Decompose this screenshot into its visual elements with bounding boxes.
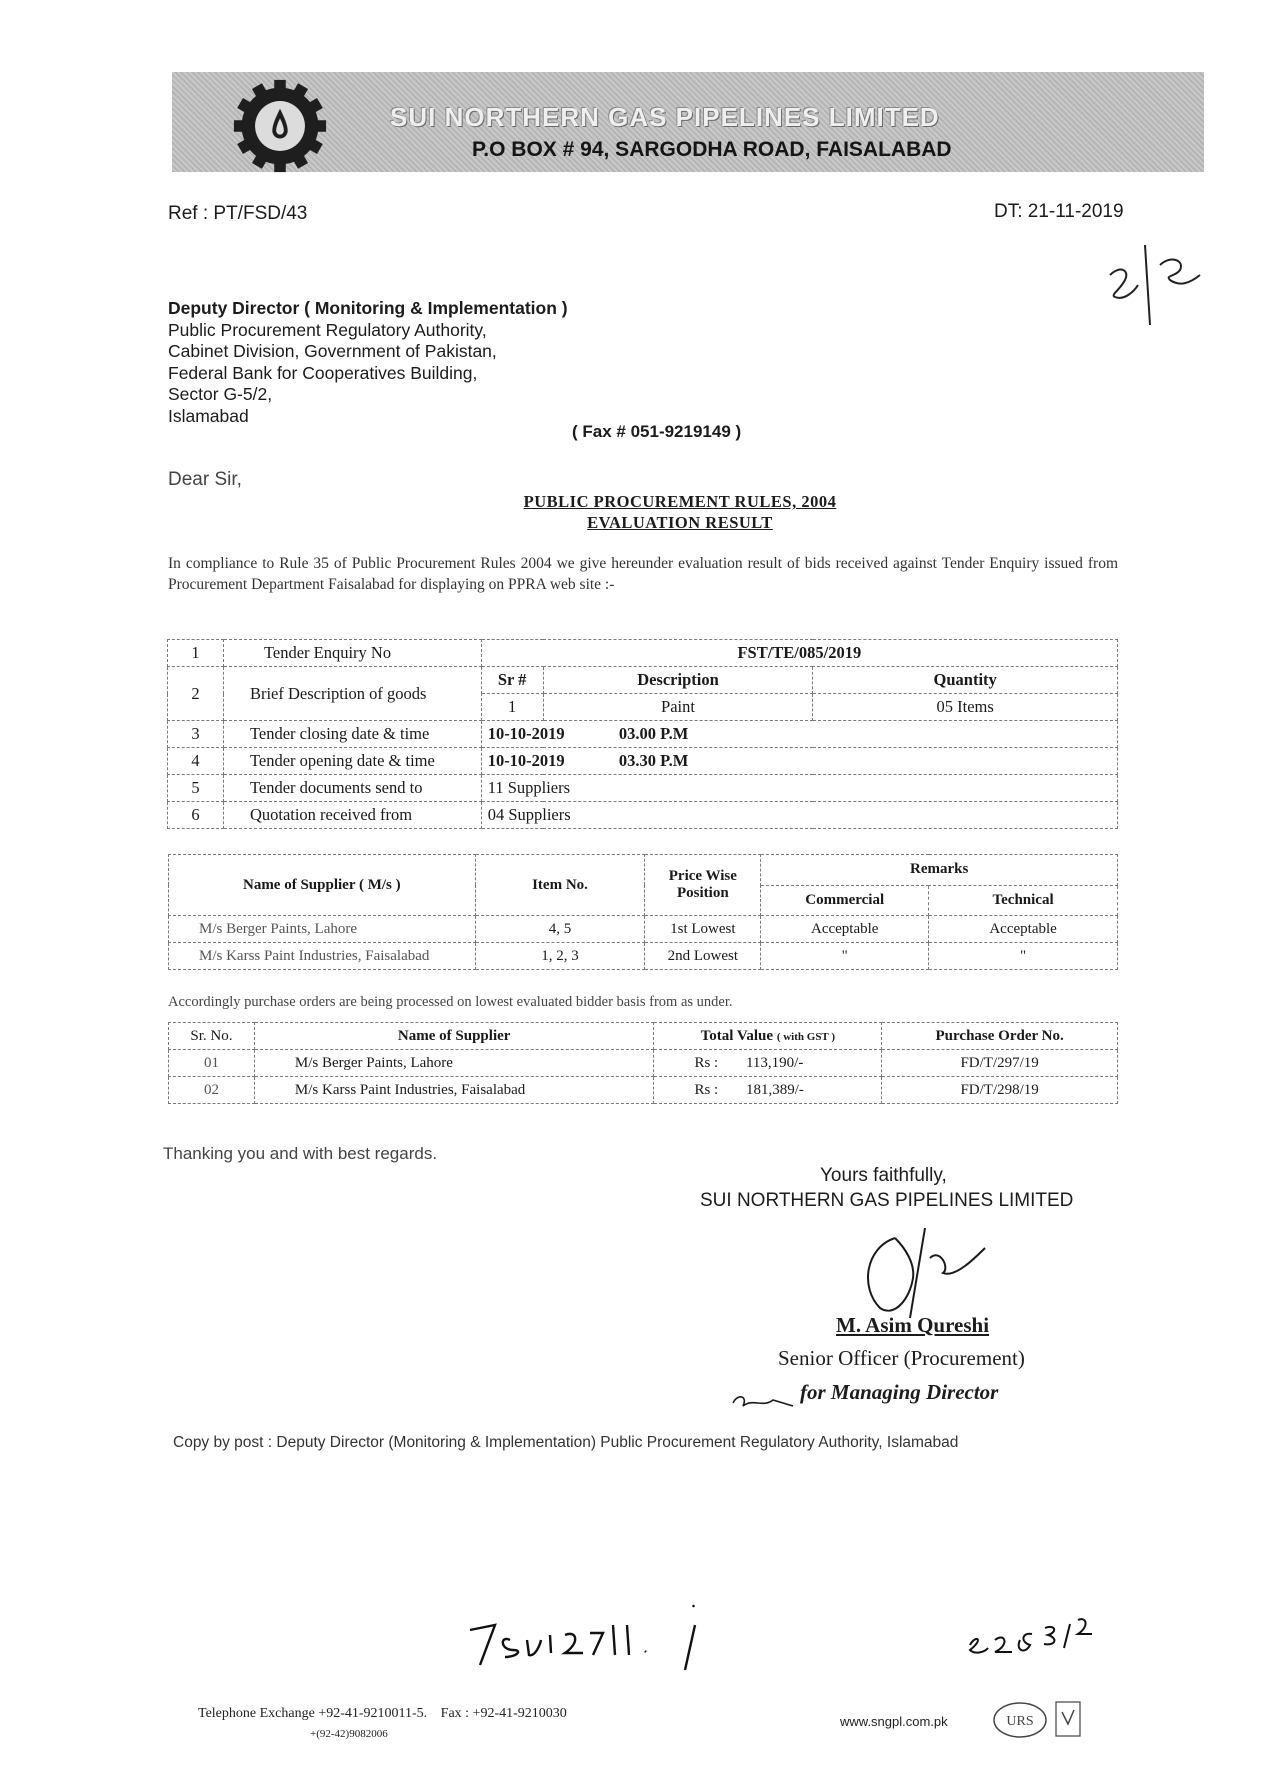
header-technical: Technical <box>929 885 1118 916</box>
order-currency: Rs : <box>694 1054 719 1071</box>
heading-evaluation: EVALUATION RESULT <box>587 513 773 532</box>
technical-remark: Acceptable <box>929 916 1118 943</box>
supplier-name: M/s Karss Paint Industries, Faisalabad <box>169 943 476 970</box>
goods-header-quantity: Quantity <box>813 667 1118 694</box>
letter-date: DT: 21-11-2019 <box>994 201 1124 222</box>
item-no: 1, 2, 3 <box>475 943 645 970</box>
order-value <box>654 1077 882 1104</box>
order-amount: 181,389/- <box>745 1081 804 1098</box>
goods-quantity: 05 Items <box>813 694 1118 721</box>
header-supplier-name: Name of Supplier <box>254 1023 654 1050</box>
header-position: Price Wise Position <box>645 855 761 916</box>
tender-details-table <box>167 639 1118 829</box>
goods-description: Paint <box>543 694 813 721</box>
handwritten-diary-note-icon <box>465 1595 825 1675</box>
enquiry-number: FST/TE/085/2019 <box>481 640 1117 667</box>
handwritten-dy-number-icon <box>960 1610 1110 1670</box>
footer-phone-2: +(92-42)9082006 <box>310 1728 388 1740</box>
footer-contact <box>198 1706 567 1722</box>
recipient-line: Islamabad <box>168 405 249 426</box>
goods-header-sr: Sr # <box>481 667 543 694</box>
order-currency: Rs : <box>694 1081 719 1098</box>
intro-paragraph: In compliance to Rule 35 of Public Procurement Rules 2004 we give hereunder evaluation result of bids received against Tender Enquiry issued from Procurement Department Faisalabad for displaying on PPRA web site :- <box>168 555 1118 593</box>
header-item: Item No. <box>475 855 645 916</box>
header-supplier: Name of Supplier ( M/s ) <box>169 855 476 916</box>
closing-time: 03.00 P.M <box>618 724 689 743</box>
recipient-line: Sector G-5/2, <box>168 384 273 404</box>
header-sr-no: Sr. No. <box>169 1023 255 1050</box>
closing-company: SUI NORTHERN GAS PIPELINES LIMITED <box>700 1190 1074 1211</box>
order-po: FD/T/298/19 <box>882 1077 1118 1104</box>
signature-icon <box>835 1218 1015 1328</box>
item-no: 4, 5 <box>475 916 645 943</box>
header-remarks: Remarks <box>761 855 1118 886</box>
order-sr: 02 <box>169 1077 255 1104</box>
signer-name: M. Asim Qureshi <box>836 1313 990 1337</box>
documents-value: 11 Suppliers <box>481 775 1117 802</box>
header-po-no: Purchase Order No. <box>882 1023 1118 1050</box>
company-address: P.O BOX # 94, SARGODHA ROAD, FAISALABAD <box>472 138 952 161</box>
recipient-line: Federal Bank for Cooperatives Building, <box>168 362 478 383</box>
table-row <box>168 775 1118 802</box>
table-row <box>169 1050 1118 1077</box>
table-row <box>168 802 1118 829</box>
salutation: Dear Sir, <box>168 469 242 490</box>
quotation-value: 04 Suppliers <box>481 802 1117 829</box>
closing-line: Yours faithfully, <box>820 1165 947 1186</box>
initials-icon <box>728 1388 798 1418</box>
for-managing-director: for Managing Director <box>800 1380 999 1404</box>
table-row <box>168 748 1118 775</box>
order-amount: 113,190/- <box>745 1054 804 1071</box>
closing-value <box>481 721 1117 748</box>
footer-website: www.sngpl.com.pk <box>840 1714 948 1729</box>
thanks-line: Thanking you and with best regards. <box>163 1144 438 1163</box>
accordingly-note: Accordingly purchase orders are being processed on lowest evaluated bidder basis from as under. <box>168 994 733 1010</box>
table-row <box>169 916 1118 943</box>
header-total-value <box>654 1023 882 1050</box>
order-po: FD/T/297/19 <box>882 1050 1118 1077</box>
header-total-value-note: ( with GST ) <box>776 1030 835 1043</box>
commercial-remark: Acceptable <box>761 916 929 943</box>
order-value <box>654 1050 882 1077</box>
letterhead-banner <box>172 72 1204 172</box>
heading-rules: PUBLIC PROCUREMENT RULES, 2004 <box>523 492 837 511</box>
row-number: 2 <box>168 667 224 721</box>
goods-header-description: Description <box>543 667 813 694</box>
company-logo-icon <box>232 78 328 174</box>
recipient-line: Public Procurement Regulatory Authority, <box>168 319 487 340</box>
opening-date: 10-10-2019 <box>487 751 565 770</box>
copy-to: Copy by post : Deputy Director (Monitoring & Implementation) Public Procurement Regulatory Authority, Islamabad <box>173 1434 959 1451</box>
closing-label: Tender closing date & time <box>223 721 481 748</box>
reference-number: Ref : PT/FSD/43 <box>168 203 308 224</box>
company-name: SUI NORTHERN GAS PIPELINES LIMITED <box>390 102 940 132</box>
recipient-address <box>168 298 568 427</box>
opening-value <box>481 748 1117 775</box>
svg-text:URS: URS <box>1006 1714 1034 1729</box>
purchase-orders-table <box>168 1022 1118 1104</box>
recipient-line: Cabinet Division, Government of Pakistan, <box>168 341 497 361</box>
evaluation-table <box>168 854 1118 970</box>
row-number: 3 <box>168 721 224 748</box>
goods-sr: 1 <box>481 694 543 721</box>
table-row <box>168 721 1118 748</box>
enquiry-label: Tender Enquiry No <box>223 640 481 667</box>
table-row <box>169 1023 1118 1050</box>
table-row <box>169 1077 1118 1104</box>
fax-number: ( Fax # 051-9219149 ) <box>572 422 742 441</box>
signer-designation: Senior Officer (Procurement) <box>778 1346 1025 1370</box>
order-supplier: M/s Berger Paints, Lahore <box>254 1050 654 1077</box>
goods-label: Brief Description of goods <box>223 667 481 721</box>
closing-date: 10-10-2019 <box>487 724 565 743</box>
row-number: 4 <box>168 748 224 775</box>
recipient-title: Deputy Director ( Monitoring & Implementation ) <box>168 298 568 318</box>
technical-remark: " <box>929 943 1118 970</box>
row-number: 6 <box>168 802 224 829</box>
quotation-label: Quotation received from <box>223 802 481 829</box>
order-sr: 01 <box>169 1050 255 1077</box>
commercial-remark: " <box>761 943 929 970</box>
order-supplier: M/s Karss Paint Industries, Faisalabad <box>254 1077 654 1104</box>
table-row <box>169 855 1118 886</box>
header-commercial: Commercial <box>761 885 929 916</box>
opening-label: Tender opening date & time <box>223 748 481 775</box>
certification-seal-icon <box>990 1698 1090 1740</box>
header-total-value-label: Total Value <box>700 1027 774 1044</box>
row-number: 5 <box>168 775 224 802</box>
table-row <box>168 640 1118 667</box>
opening-time: 03.30 P.M <box>618 751 689 770</box>
documents-label: Tender documents send to <box>223 775 481 802</box>
handwritten-initials-icon <box>1090 235 1210 335</box>
footer-phone: Telephone Exchange +92-41-9210011-5. <box>198 1706 428 1721</box>
row-number: 1 <box>168 640 224 667</box>
table-row <box>168 667 1118 694</box>
price-position: 1st Lowest <box>645 916 761 943</box>
supplier-name: M/s Berger Paints, Lahore <box>169 916 476 943</box>
table-row <box>169 943 1118 970</box>
price-position: 2nd Lowest <box>645 943 761 970</box>
footer-fax: Fax : +92-41-9210030 <box>440 1706 567 1721</box>
